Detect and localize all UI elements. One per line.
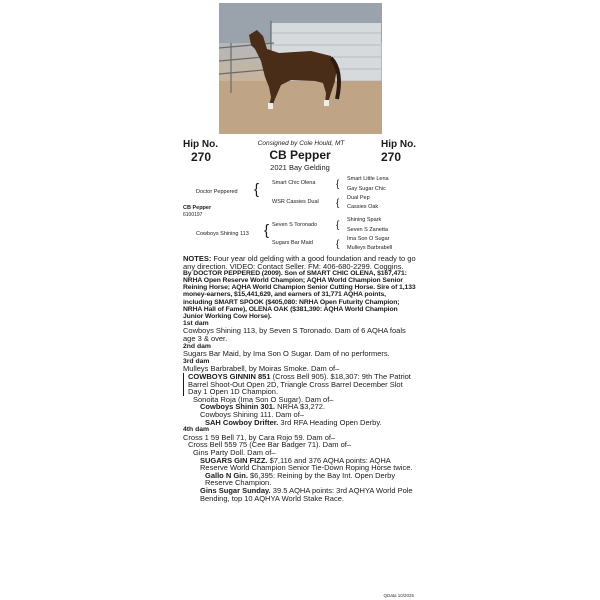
horse-photo [219,3,382,134]
dam2-text: Sugars Bar Maid, by Ima Son O Sugar. Dam of no performers. [183,349,390,359]
ped-sire-dam: WSR Cassies Dual [272,199,319,205]
produce-name: SAH Cowboy Drifter. [205,417,279,427]
produce-text: 3rd RFA Heading Open Derby. [278,417,382,427]
ped-ddd: Mulleys Barbrabell [347,245,393,251]
dam1-heading: 1st dam [183,319,209,327]
ped-subject-reg: 6100197 [183,212,203,218]
dam4-produce-5 [183,487,416,502]
sire-paragraph: By DOCTOR PEPPERED (2009). Son of SMART CHIC OLENA, $167,471: NRHA Open Reserve World Champion; AQHA World Champion Senior Reining Horse; AQHA World Champion Senior Cutting Horse. Sire of 1,133 money-earners, $15,441,629, and earners of 31,771 AQHA points, including SMART SPOOK ($405,080: NRHA Open Futurity Champion; NRHA Hall of Fame), OLENA OAK ($381,390: AQHA World Champion Junior Working Cow Horse). [183,270,416,320]
ped-dss: Shining Spark [347,217,382,223]
horse-photo-art [219,3,382,134]
produce-text: $7,116 and 376 AQHA points: AQHA Reserve World Champion Senior Tie-Down Roping Horse twice. [200,455,413,473]
ped-dam-sire: Seven S Toronado [272,222,318,228]
ped-brace: { [336,179,340,190]
dam4-produce-2: Gins Party Doll. Dam of– [193,447,276,457]
dam3-produce-1 [183,373,416,396]
ped-ssd: Gay Sugar Chic [347,186,386,192]
ped-dsd: Seven S Zanetta [347,227,388,233]
ped-subject-name: CB Pepper [183,205,212,211]
notes [183,255,416,270]
ped-dds: Ima Son O Sugar [347,236,390,242]
ped-sss: Smart Little Lena [347,176,389,182]
consigned-by: Consigned by Cole Hould, MT [257,140,345,147]
dam3-produce-2b: Cowboys Shining 111. Dam of– [200,409,304,419]
ped-sdd: Cassies Oak [347,204,379,210]
produce-name: Gins Sugar Sunday. [200,485,271,495]
ped-dam-dam: Sugars Bar Maid [272,240,313,246]
catalog-body [183,255,416,502]
hip-number-left: 270 [191,150,212,164]
dam3-heading: 3rd dam [183,357,210,365]
dam4-heading: 4th dam [183,426,210,434]
ped-brace: { [336,220,340,231]
dam1-text: Cowboys Shining 113, by Seven S Toronado. Dam of 6 AQHA foals age 3 & over. [183,326,406,344]
produce-name: Cowboys Shinin 301. [200,402,276,412]
produce-name: COWBOYS GINNIN 851 [188,372,271,381]
ped-brace: { [264,222,270,239]
horse-name: CB Pepper [269,148,331,162]
ped-brace: { [254,181,260,198]
ped-dam: Cowboys Shining 113 [196,231,249,237]
produce-name: Gallo N Gin. [205,470,248,480]
dam4-produce-1: Cross Bell 559 75 (Cee Bar Badger 71). Dam of– [188,440,351,450]
produce-text: 39.5 AQHA points: 3rd AQHYA World Pole Bending, top 10 AQHYA World Stake Race. [200,485,413,503]
dam3-text: Mulleys Barbrabell, by Moiras Smoke. Dam of– [183,364,340,374]
produce-text: $6,395: Reining by the Bay Int. Open Derby Reserve Champion. [205,470,396,488]
dam3-produce-2: Sonoita Roja (Ima Son O Sugar). Dam of– [193,394,334,404]
produce-text: (Cross Bell 905). $18,307: 9th The Patriot Barrel Shoot-Out Open 2D, Triangle Cross Barrel December Slot Day 1 Open 1D Champion. [188,372,411,397]
hip-label-right: Hip No. [381,139,416,150]
dam3-produce-2c [183,419,416,427]
ped-brace: { [336,239,340,250]
ped-sire: Doctor Peppered [196,189,238,195]
dam4-text: Cross 1 59 Bell 71, by Cara Rojo 59. Dam of– [183,432,336,442]
hip-number-right: 270 [381,150,402,164]
ped-brace: { [336,198,340,209]
produce-text: NRHA $3,272. [275,402,326,412]
qdata-stamp: QData 10/2025 [383,593,414,598]
produce-name: SUGARS GIN FIZZ. [200,455,268,465]
ped-sds: Dual Pep [347,195,370,201]
horse-description: 2021 Bay Gelding [270,163,330,172]
notes-text: Four year old gelding with a good foundation and ready to go any direction. VIDEO: Contact Seller. FM: 406-680-2299. Coggins. [183,254,416,271]
ped-sire-sire: Smart Chic Olena [272,180,316,186]
dam2-heading: 2nd dam [183,342,211,350]
notes-label: NOTES: [183,254,212,263]
hip-label-left: Hip No. [183,139,218,150]
dam4-produce-4 [183,472,416,487]
dam4-produce-3 [183,457,416,472]
